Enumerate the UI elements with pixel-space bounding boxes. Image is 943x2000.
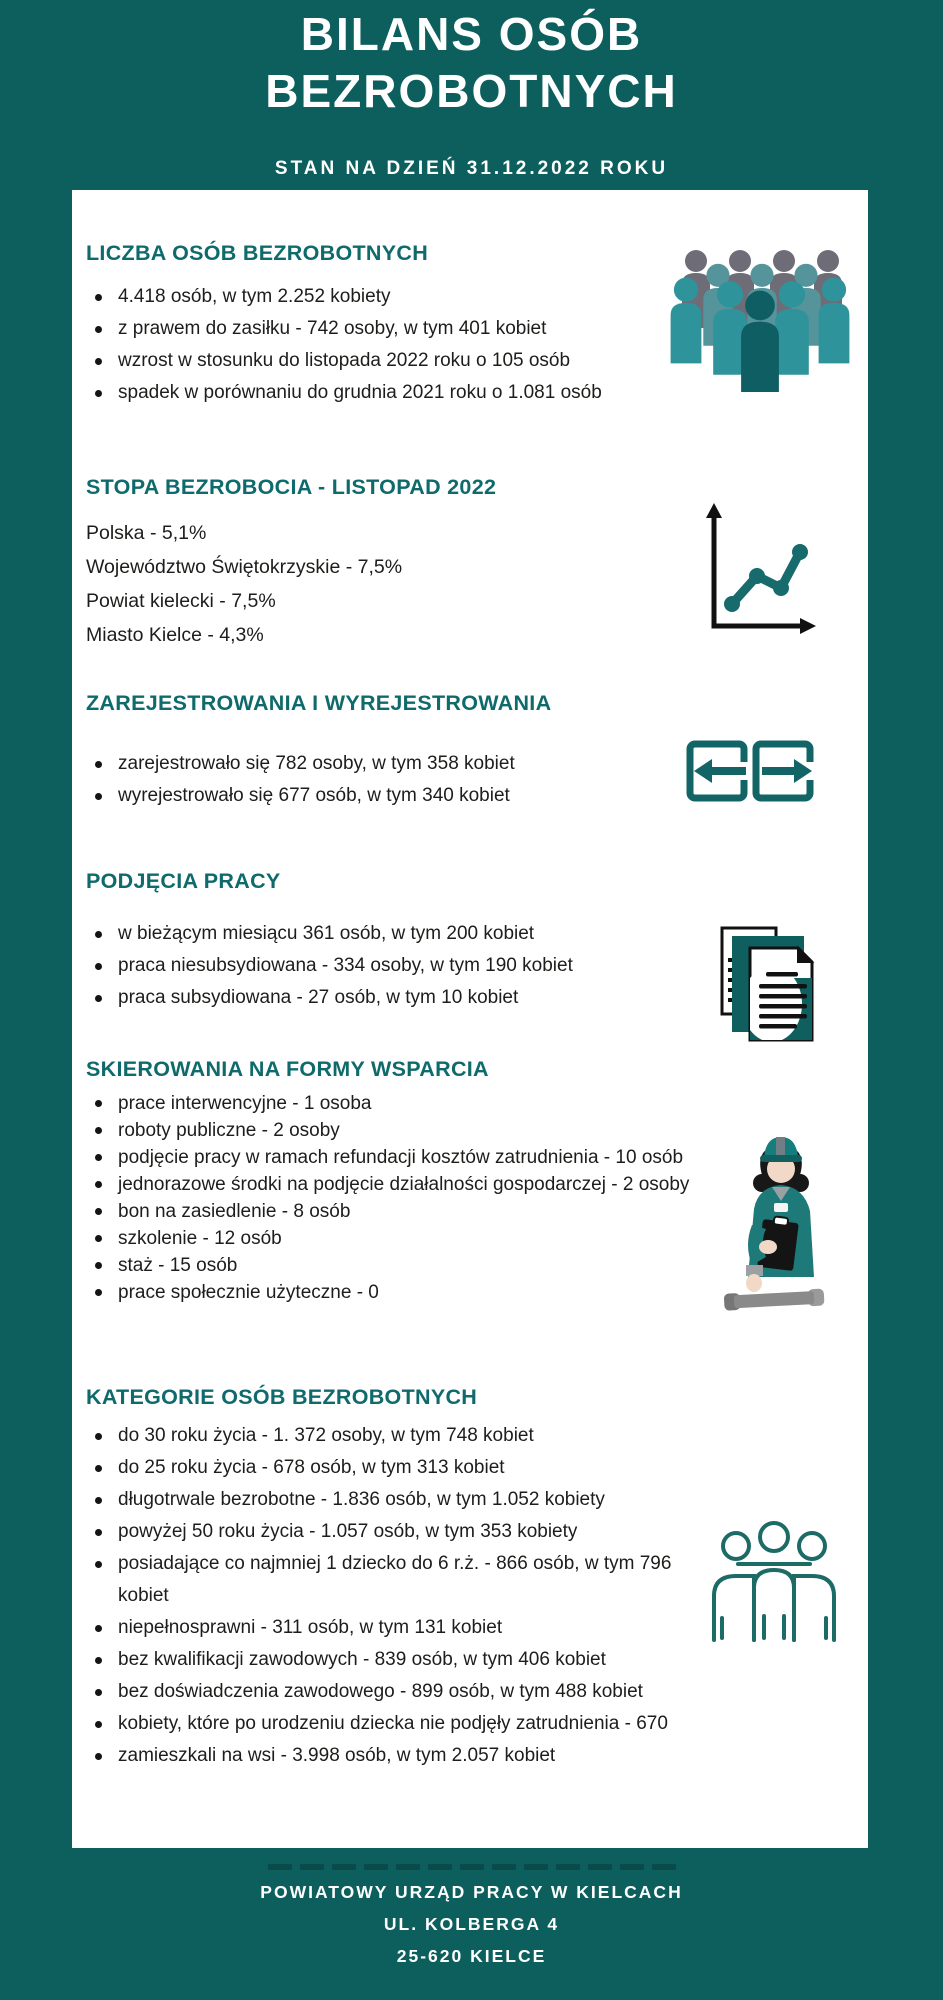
list-item: jednorazowe środki na podjęcie działalności gospodarczej - 2 osoby [86,1171,718,1198]
bullet-list [86,281,646,409]
section-heading: STOPA BEZROBOCIA - LISTOPAD 2022 [86,475,497,499]
bullet-list [86,1090,718,1306]
section-heading: KATEGORIE OSÓB BEZROBOTNYCH [86,1385,478,1409]
list-item: kobiety, które po urodzeniu dziecka nie podjęły zatrudnienia - 670 [86,1708,678,1740]
stat-line: Województwo Świętokrzyskie - 7,5% [86,556,403,578]
page-title [0,6,943,120]
line-chart-icon [694,500,819,645]
list-item: szkolenie - 12 osób [86,1225,718,1252]
page-title-line1: BILANS OSÓB [300,8,643,60]
section-heading: PODJĘCIA PRACY [86,869,281,893]
list-item: wzrost w stosunku do listopada 2022 roku o 105 osób [86,345,646,377]
list-item: 4.418 osób, w tym 2.252 kobiety [86,281,646,313]
section-kategorie-osob-bezrobotnych [86,1382,680,1772]
list-item: powyżej 50 roku życia - 1.057 osób, w tym 353 kobiety [86,1516,678,1548]
section-podjecia-pracy [86,866,686,1014]
list-item: posiadające co najmniej 1 dziecko do 6 r.ż. - 866 osób, w tym 796 kobiet [86,1548,678,1612]
list-item: długotrwale bezrobotne - 1.836 osób, w tym 1.052 kobiety [86,1484,678,1516]
footer [0,1876,943,1972]
people-crowd-icon [670,242,850,397]
list-item: zarejestrowało się 782 osoby, w tym 358 kobiet [86,748,646,780]
list-item: roboty publiczne - 2 osoby [86,1117,718,1144]
list-item: wyrejestrowało się 677 osób, w tym 340 kobiet [86,780,646,812]
bullet-list [86,918,686,1014]
list-item: do 25 roku życia - 678 osób, w tym 313 kobiet [86,1452,678,1484]
list-item: spadek w porównaniu do grudnia 2021 roku o 1.081 osób [86,377,646,409]
construction-worker-icon [722,1125,840,1322]
list-item: prace interwencyjne - 1 osoba [86,1090,718,1117]
bullet-list [86,1420,680,1772]
list-item: podjęcie pracy w ramach refundacji kosztów zatrudnienia - 10 osób [86,1144,718,1171]
list-item: praca subsydiowana - 27 osób, w tym 10 kobiet [86,982,686,1014]
section-stopa-bezrobocia [86,472,646,652]
list-item: zamieszkali na wsi - 3.998 osób, w tym 2.057 kobiet [86,1740,678,1772]
stat-line: Powiat kielecki - 7,5% [86,590,276,612]
content-card [72,190,868,1848]
list-item: w bieżącym miesiącu 361 osób, w tym 200 kobiet [86,918,686,950]
list-item: z prawem do zasiłku - 742 osoby, w tym 401 kobiet [86,313,646,345]
footer-city: 25-620 KIELCE [396,1946,547,1966]
list-item: prace społecznie użyteczne - 0 [86,1279,718,1306]
list-item: staż - 15 osób [86,1252,718,1279]
section-heading: LICZBA OSÓB BEZROBOTNYCH [86,241,429,265]
documents-icon [716,920,820,1049]
footer-org-name: POWIATOWY URZĄD PRACY W KIELCACH [260,1882,683,1902]
list-item: bez doświadczenia zawodowego - 899 osób, w tym 488 kobiet [86,1676,678,1708]
section-zarejestrowania-wyrejestrowania [86,688,646,812]
stat-line: Polska - 5,1% [86,522,207,544]
footer-street: UL. KOLBERGA 4 [383,1914,560,1934]
list-item: bez kwalifikacji zawodowych - 839 osób, w tym 406 kobiet [86,1644,678,1676]
stat-line: Miasto Kielce - 4,3% [86,624,264,646]
section-heading: SKIEROWANIA NA FORMY WSPARCIA [86,1057,489,1081]
section-skierowania-formy-wsparcia [86,1054,718,1306]
people-group-outline-icon [708,1518,840,1647]
footer-ghost-divider [268,1864,680,1870]
section-liczba-osob-bezrobotnych [86,238,646,409]
list-item: niepełnosprawni - 311 osób, w tym 131 kobiet [86,1612,678,1644]
list-item: do 30 roku życia - 1. 372 osoby, w tym 748 kobiet [86,1420,678,1452]
bullet-list [86,748,646,812]
page-title-line2: BEZROBOTNYCH [265,65,678,117]
section-heading: ZAREJESTROWANIA I WYREJESTROWANIA [86,691,552,715]
list-item: bon na zasiedlenie - 8 osób [86,1198,718,1225]
list-item: praca niesubsydiowana - 334 osoby, w tym 190 kobiet [86,950,686,982]
header [0,6,943,120]
in-out-arrows-icon [684,738,816,809]
page-subtitle: STAN NA DZIEŃ 31.12.2022 ROKU [274,158,669,179]
stat-lines [86,516,646,652]
